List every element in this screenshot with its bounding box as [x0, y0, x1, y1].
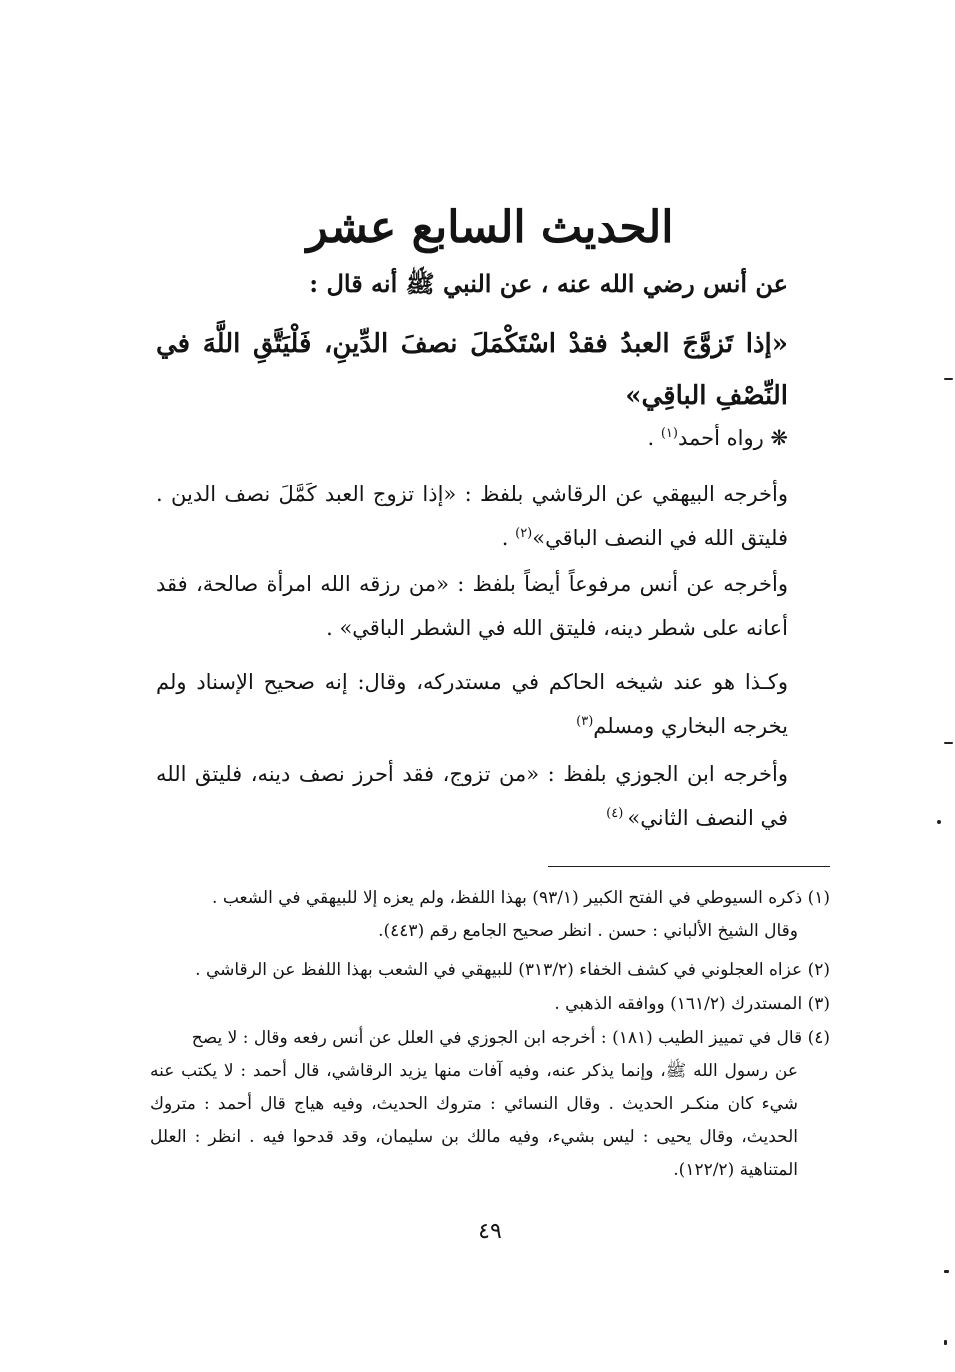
page-number: ٤٩ — [478, 1219, 502, 1244]
hadith-text: «إذا تَزوَّجَ العبدُ فقدْ اسْتَكْمَلَ نصفَ الدِّينِ، فَلْيَتَّقِ اللَّهَ في النِّصْفِ الباقِي» — [156, 329, 788, 411]
footnote-ref: (٢) — [515, 526, 533, 541]
paragraph — [156, 472, 788, 560]
hadith-title: الحديث السابع عشر — [306, 202, 674, 253]
narration-line: ❋ رواه أحمد$^{(١)}$ . — [647, 426, 788, 450]
footnote-ref: (١) — [660, 426, 678, 441]
paragraph-text: وأخرجه ابن الجوزي بلفظ : «من تزوج، فقد أحرز نصف دينه، فليتق الله في النصف الثاني» — [156, 762, 788, 830]
footnote-line: (٣) المستدرك (١٦١/٢) ووافقه الذهبي . — [554, 994, 830, 1014]
scan-mark — [944, 1340, 947, 1345]
paragraph-text: وأخرجه البيهقي عن الرقاشي بلفظ : «إذا تزوج العبد كَمَّلَ نصف الدين . فليتق الله في النصف الباقي» — [156, 482, 788, 550]
footnote-line: (١) ذكره السيوطي في الفتح الكبير (٩٣/١) بهذا اللفظ، ولم يعزه إلا للبيهقي في الشعب . — [212, 888, 830, 908]
footnote — [150, 954, 830, 987]
paragraph-tail: . — [501, 526, 516, 550]
footnote-line: (٤) قال في تمييز الطيب (١٨١) : أخرجه ابن الجوزي في العلل عن أنس رفعه وقال : لا يصح — [191, 1028, 830, 1048]
footnote-ref: (٤) — [606, 806, 628, 821]
footnote-continuation: عن رسول الله ﷺ، وإنما يذكر عنه، وفيه آفات منها يزيد الرقاشي، قال أحمد : لا يكتب عنه شيء كان منكـر الحديث . وقال النسائي : متروك الحديث، وفيه هياج قال أحمد : متروك الحديث، وقال يحيى : ليس بشيء، وفيه مالك بن سليمان، وقد قدحوا فيه . انظر : العلل المتناهية (١٢٢/٢). — [150, 1061, 798, 1180]
narration-text: ❋ رواه أحمد — [677, 426, 788, 450]
paragraph — [156, 562, 788, 650]
hadith-intro: عن أنس رضي الله عنه ، عن النبي ﷺ أنه قال : — [309, 269, 788, 298]
footnote — [150, 1022, 830, 1187]
footnote — [150, 882, 830, 948]
footnote — [150, 988, 830, 1021]
scan-mark — [944, 742, 953, 744]
paragraph — [156, 660, 788, 748]
paragraph-text: وأخرجه عن أنس مرفوعاً أيضاً بلفظ : «من رزقه الله امرأة صالحة، فقد أعانه على شطر دينه، فليتق الله في الشطر الباقي» . — [156, 572, 788, 640]
footnote-separator — [548, 866, 830, 867]
footnote-line: (٢) عزاه العجلوني في كشف الخفاء (٣١٣/٢) للبيهقي في الشعب بهذا اللفظ عن الرقاشي . — [195, 960, 830, 980]
scan-mark — [937, 820, 941, 824]
paragraph — [156, 752, 788, 840]
footnote-continuation: وقال الشيخ الألباني : حسن . انظر صحيح الجامع رقم (٤٤٣). — [378, 921, 798, 941]
paragraph-text: وكـذا هو عند شيخه الحاكم في مستدركه، وقال: إنه صحيح الإسناد ولم يخرجه البخاري ومسلم — [156, 670, 788, 738]
scan-mark — [944, 378, 953, 380]
scan-mark — [944, 1270, 949, 1273]
footnote-ref: (٣) — [576, 714, 594, 729]
